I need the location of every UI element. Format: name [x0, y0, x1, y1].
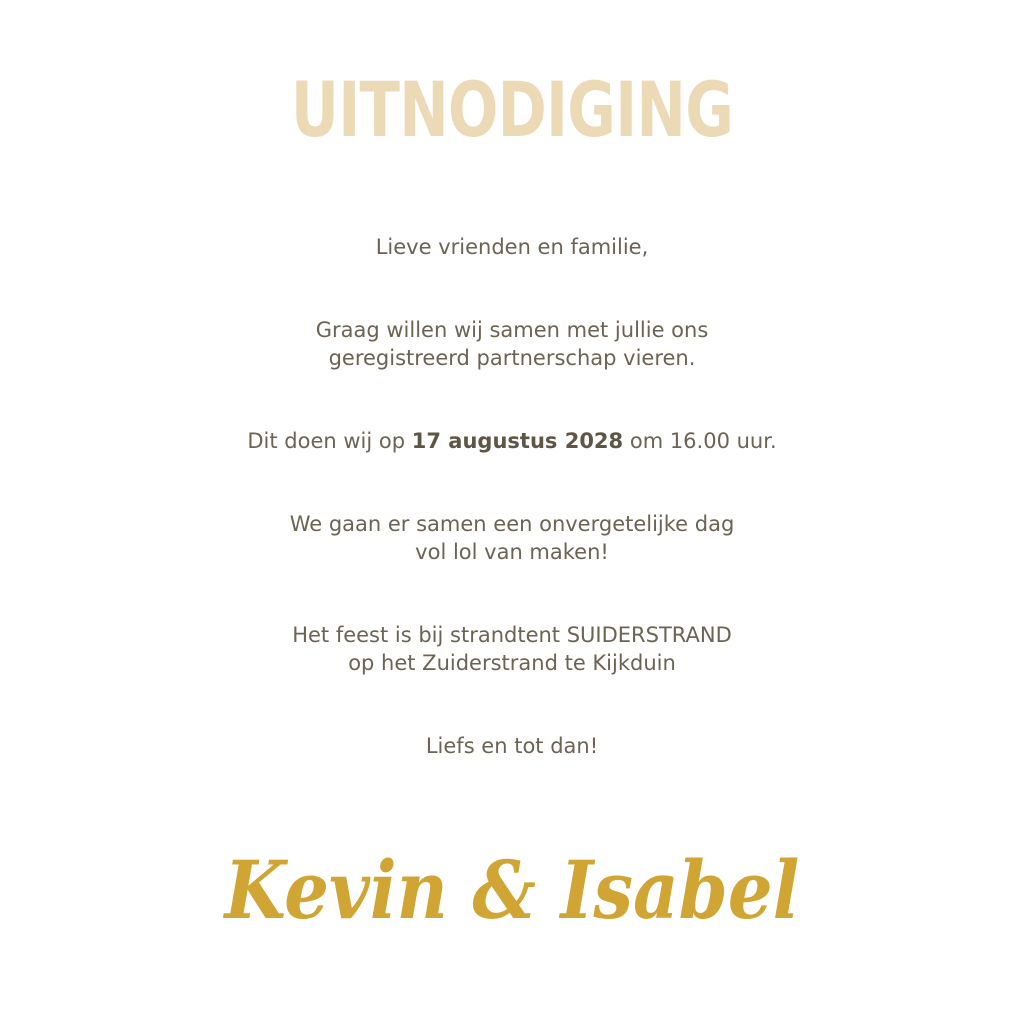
- paragraph-date-line: [0, 427, 1024, 455]
- invitation-title: UITNODIGING: [290, 65, 734, 154]
- closing: [0, 732, 1024, 760]
- date-prefix: Dit doen wij op: [247, 429, 406, 453]
- paragraph-location-line-1: Het feest is bij strandtent SUIDERSTRAND: [292, 623, 732, 647]
- paragraph-day-line-2: vol lol van maken!: [415, 540, 609, 564]
- paragraph-date: [0, 427, 1024, 455]
- signature-names: Kevin & Isabel: [224, 843, 800, 937]
- paragraph-day-line-1: We gaan er samen een onvergetelijke dag: [289, 512, 735, 536]
- paragraph-celebration: [0, 316, 1024, 372]
- closing-text: Liefs en tot dan!: [425, 734, 599, 758]
- event-date: 17 augustus 2028: [411, 429, 624, 453]
- paragraph-location: [0, 621, 1024, 677]
- paragraph-celebration-line-1: Graag willen wij samen met jullie ons: [315, 318, 709, 342]
- date-suffix: om 16.00 uur.: [629, 429, 777, 453]
- greeting-text: Lieve vrienden en familie,: [375, 235, 649, 259]
- greeting: [0, 233, 1024, 261]
- paragraph-day: [0, 510, 1024, 566]
- paragraph-location-line-2: op het Zuiderstrand te Kijkduin: [348, 651, 676, 675]
- paragraph-celebration-line-2: geregistreerd partnerschap vieren.: [328, 346, 696, 370]
